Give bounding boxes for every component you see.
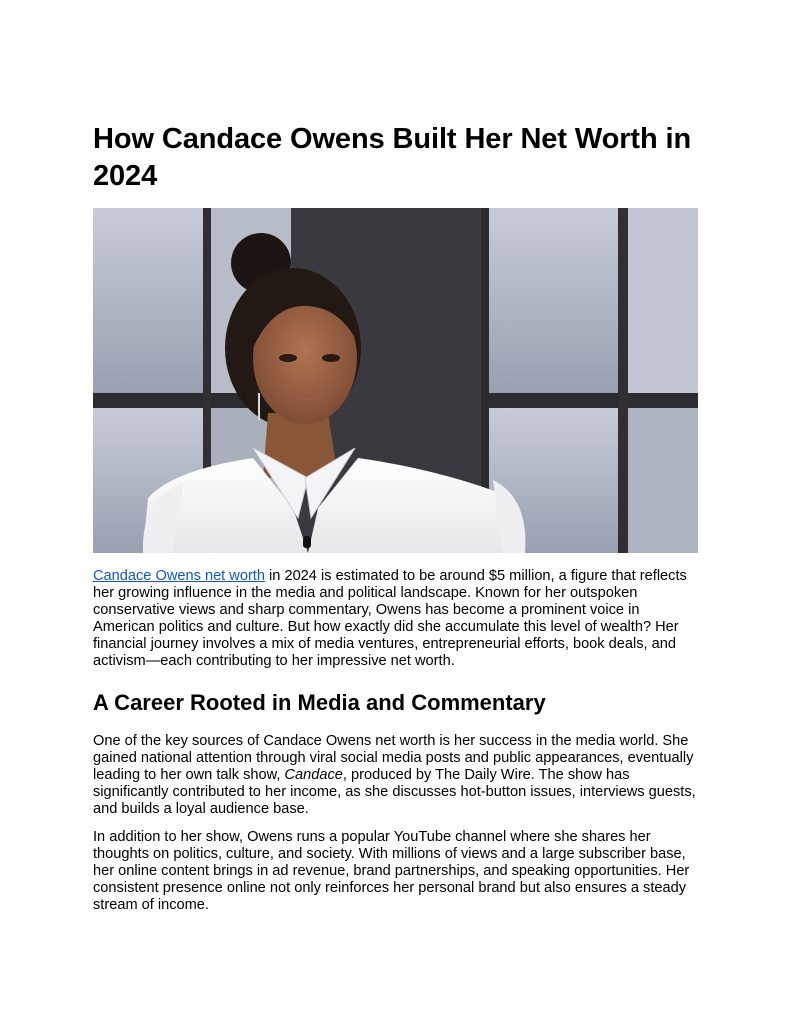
intro-text: in 2024 is estimated to be around $5 million, a figure that reflects her growing influence in the media and political landscape. Known for her outspoken conservative views and sharp commentary, Owens has become a prominent voice in American politics and culture. But how exactly did she accumulate this level of wealth? Her financial journey involves a mix of media ventures, entrepreneurial efforts, book deals, and activism—each contributing to her impressive net worth.	[93, 568, 687, 669]
section-paragraph-2: In addition to her show, Owens runs a popular YouTube channel where she shares her thoughts on politics, culture, and society. With millions of views and a large subscriber base, her online content brings in ad revenue, brand partnerships, and speaking opportunities. Her consistent presence online not only reinforces her personal brand but also ensures a steady stream of income.	[93, 829, 690, 913]
portrait-illustration	[93, 208, 698, 553]
section-heading: A Career Rooted in Media and Commentary	[93, 690, 546, 715]
article-title: How Candace Owens Built Her Net Worth in 2024	[93, 123, 692, 192]
hero-photo	[93, 208, 698, 553]
show-title: Candace	[284, 767, 343, 783]
intro-paragraph	[93, 568, 698, 670]
p1-after: , produced by The Daily Wire. The show has significantly contributed to her income, as she discusses hot-button issues, interviews guests, and builds a loyal audience base.	[93, 767, 696, 817]
net-worth-link[interactable]: Candace Owens net worth	[93, 568, 265, 584]
section-paragraph-1	[93, 733, 698, 818]
p1-before: One of the key sources of Candace Owens net worth is her success in the media world. She gained national attention through viral social media posts and public appearances, eventually leading to her own talk show,	[93, 733, 694, 783]
